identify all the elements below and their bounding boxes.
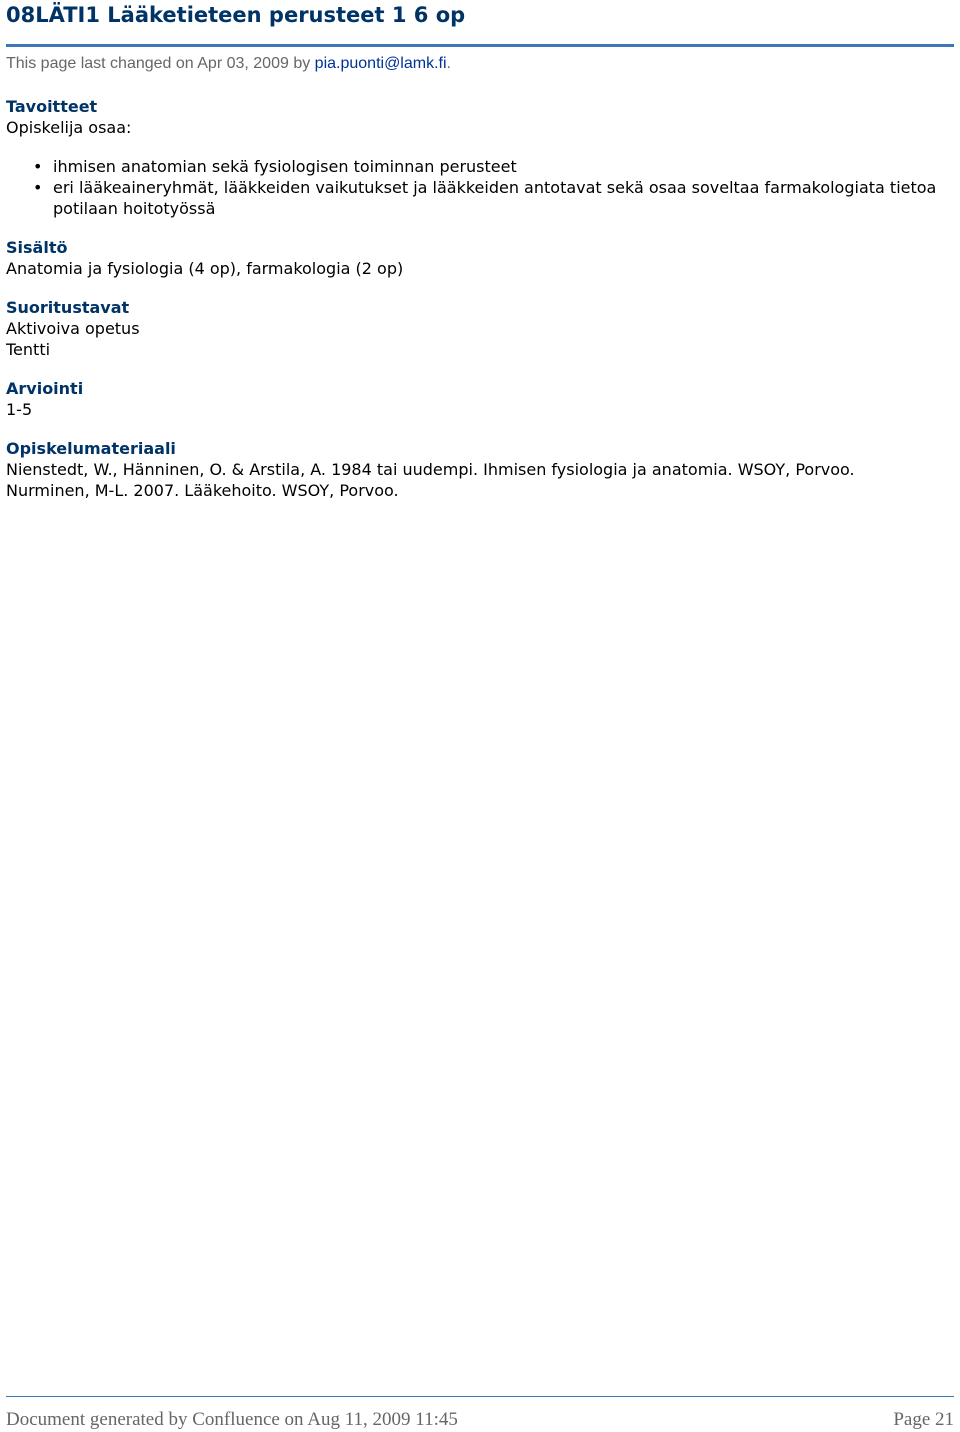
author-email-link[interactable]: pia.puonti@lamk.fi xyxy=(314,55,447,72)
page-title: 08LÄTI1 Lääketieteen perusteet 1 6 op xyxy=(6,3,466,27)
section-suoritustavat xyxy=(6,297,954,360)
suoritustavat-line: Aktivoiva opetus xyxy=(6,319,140,338)
last-changed-text: This page last changed on Apr 03, 2009 by xyxy=(6,55,315,72)
section-tavoitteet xyxy=(6,96,954,219)
section-sisalto xyxy=(6,237,954,279)
bullet-icon: • xyxy=(33,178,43,197)
section-heading-opiskelumateriaali: Opiskelumateriaali xyxy=(6,439,176,458)
list-item xyxy=(33,156,954,177)
section-heading-sisalto: Sisältö xyxy=(6,238,68,257)
list-item xyxy=(33,177,954,219)
tavoitteet-intro: Opiskelija osaa: xyxy=(6,118,132,137)
section-heading-tavoitteet: Tavoitteet xyxy=(6,97,98,116)
section-arviointi xyxy=(6,378,954,420)
section-heading-arviointi: Arviointi xyxy=(6,379,84,398)
last-changed-suffix: . xyxy=(446,55,451,72)
suoritustavat-line: Tentti xyxy=(6,340,51,359)
section-opiskelumateriaali xyxy=(6,438,954,501)
generated-by-text: Document generated by Confluence on Aug 11, 2009 11:45 xyxy=(6,1409,458,1430)
section-heading-suoritustavat: Suoritustavat xyxy=(6,298,130,317)
bullet-icon: • xyxy=(33,157,43,176)
list-item-text: ihmisen anatomian sekä fysiologisen toiminnan perusteet xyxy=(53,157,517,176)
page-number: Page 21 xyxy=(893,1409,954,1430)
tavoitteet-list xyxy=(6,156,954,219)
page-footer xyxy=(6,1396,954,1431)
sisalto-line: Anatomia ja fysiologia (4 op), farmakologia (2 op) xyxy=(6,259,404,278)
page-content xyxy=(6,96,954,519)
title-divider xyxy=(6,44,954,47)
material-reference: Nurminen, M-L. 2007. Lääkehoito. WSOY, Porvoo. xyxy=(6,481,399,500)
arviointi-line: 1-5 xyxy=(6,400,33,419)
material-reference: Nienstedt, W., Hänninen, O. & Arstila, A. 1984 tai uudempi. Ihmisen fysiologia ja anatomia. WSOY, Porvoo. xyxy=(6,460,855,479)
last-changed-info xyxy=(6,54,451,74)
list-item-text: eri lääkeaineryhmät, lääkkeiden vaikutukset ja lääkkeiden antotavat sekä osaa soveltaa farmakologiata tietoa potilaan hoitotyössä xyxy=(53,178,937,218)
